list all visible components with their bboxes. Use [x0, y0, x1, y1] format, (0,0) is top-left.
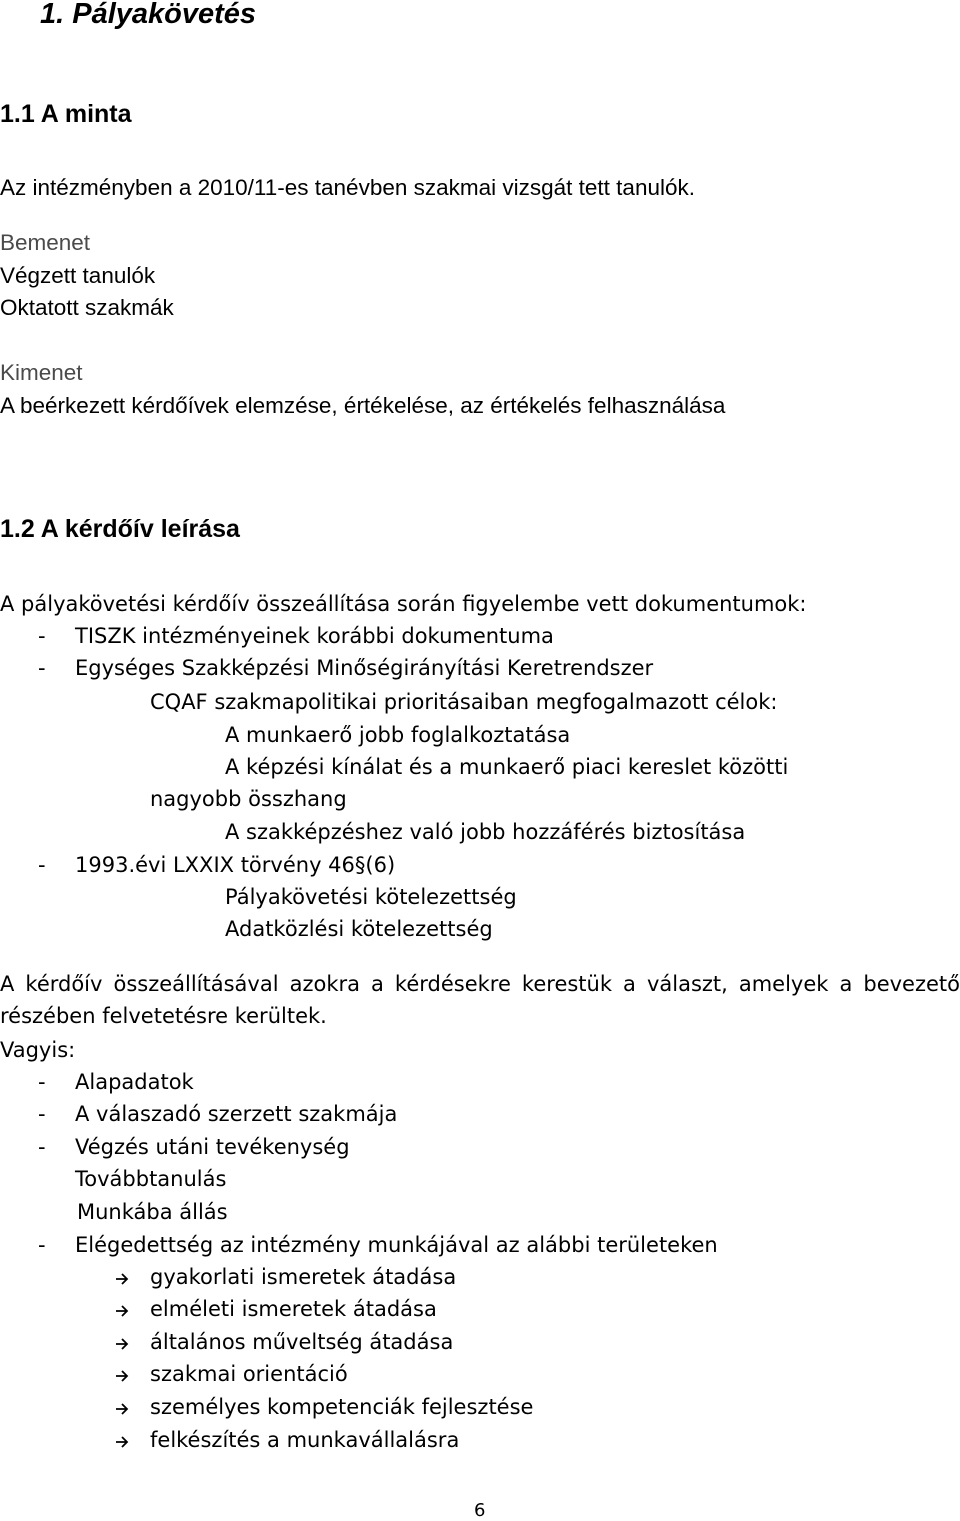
cqaf-goal: A képzési kínálat és a munkaerő piaci kereslet közötti	[225, 755, 789, 779]
output-label: Kimenet	[0, 360, 83, 385]
doc-item: Egységes Szakképzési Minőségirányítási Keretrendszer	[75, 656, 654, 680]
page-number: 6	[474, 1500, 486, 1521]
list-bullet: -	[38, 624, 46, 648]
area-item: felkészítés a munkavállalásra	[150, 1428, 460, 1452]
list-bullet: -	[38, 1135, 46, 1159]
doc-item: TISZK intézményeinek korábbi dokumentuma	[75, 624, 554, 648]
doc-item: 1993.évi LXXIX törvény 46§(6)	[75, 853, 396, 877]
arrow-right-icon	[115, 1272, 129, 1286]
list-item: Végzés utáni tevékenység	[75, 1135, 350, 1159]
cqaf-goal: A munkaerő jobb foglalkoztatása	[225, 723, 571, 747]
area-item: személyes kompetenciák fejlesztése	[150, 1395, 534, 1419]
intro-text: Az intézményben a 2010/11-es tanévben szakmai vizsgát tett tanulók.	[0, 175, 695, 200]
cqaf-goal-continuation: nagyobb összhang	[150, 787, 347, 811]
area-item: általános műveltség átadása	[150, 1330, 454, 1354]
vagyis-label: Vagyis:	[0, 1038, 76, 1062]
cqaf-goal: A szakképzéshez való jobb hozzáférés biztosítása	[225, 820, 746, 844]
input-label: Bemenet	[0, 230, 91, 255]
area-item: gyakorlati ismeretek átadása	[150, 1265, 457, 1289]
subsection-title-sample: 1.1 A minta	[0, 100, 132, 128]
law-item: Adatközlési kötelezettség	[225, 917, 493, 941]
cqaf-line: CQAF szakmapolitikai prioritásaiban megfogalmazott célok:	[150, 690, 778, 714]
subsection-title-questionnaire: 1.2 A kérdőív leírása	[0, 515, 240, 543]
arrow-right-icon	[115, 1369, 129, 1383]
list-item: A válaszadó szerzett szakmája	[75, 1102, 398, 1126]
arrow-right-icon	[115, 1337, 129, 1351]
list-item: Alapadatok	[75, 1070, 194, 1094]
area-item: szakmai orientáció	[150, 1362, 348, 1386]
law-item: Pályakövetési kötelezettség	[225, 885, 517, 909]
questionnaire-paragraph: A kérdőív összeállításával azokra a kérdésekre kerestük a választ, amelyek a bevezető részében felvetetésre kerültek.	[0, 972, 960, 1028]
list-bullet: -	[38, 1102, 46, 1126]
arrow-right-icon	[115, 1402, 129, 1416]
input-item: Oktatott szakmák	[0, 295, 174, 320]
list-bullet: -	[38, 1070, 46, 1094]
activity-item: Továbbtanulás	[75, 1167, 227, 1191]
area-item: elméleti ismeretek átadása	[150, 1297, 437, 1321]
list-bullet: -	[38, 853, 46, 877]
arrow-right-icon	[115, 1435, 129, 1449]
list-bullet: -	[38, 656, 46, 680]
section-title: 1. Pályakövetés	[40, 0, 257, 30]
arrow-right-icon	[115, 1304, 129, 1318]
input-item: Végzett tanulók	[0, 263, 156, 288]
activity-item: Munkába állás	[77, 1200, 228, 1224]
list-item: Elégedettség az intézmény munkájával az alábbi területeken	[75, 1233, 718, 1257]
lead-text: A pályakövetési kérdőív összeállítása során figyelembe vett dokumentumok:	[0, 592, 807, 616]
list-bullet: -	[38, 1233, 46, 1257]
output-text: A beérkezett kérdőívek elemzése, értékelése, az értékelés felhasználása	[0, 393, 726, 418]
